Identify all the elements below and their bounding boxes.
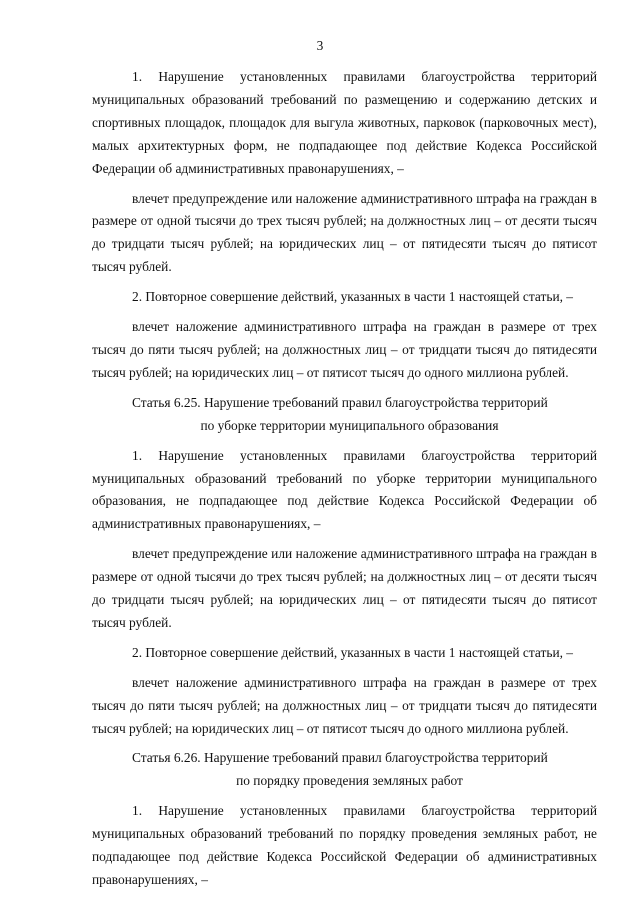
paragraph-repeat-2: 2. Повторное совершение действий, указанных в части 1 настоящей статьи, –: [132, 644, 574, 660]
paragraph-penalty-2: влечет наложение административного штрафа на граждан в размере от трех тысяч до пяти тысяч рублей; на должностных лиц – от тридцати тысяч до пятидесяти тысяч рублей; на юридических лиц – от пятисот тысяч до одного миллиона рублей.: [92, 319, 597, 380]
paragraph-penalty-1: влечет предупреждение или наложение административного штрафа на граждан в размере от одной тысячи до трех тысяч рублей; на должностных лиц – от десяти тысяч до тридцати тысяч рублей; на юридических лиц – от пятидесяти тысяч до пятисот тысяч рублей.: [92, 190, 597, 275]
paragraph-625-1: 1. Нарушение установленных правилами благоустройства территорий муниципальных образований требований по размещению и содержанию детских и спортивных площадок, площадок для выгула животных, парковок (парковочных мест), малых архитектурных форм, не подпадающее под действие Кодекса Российской Федерации об административных правонарушениях, –: [92, 69, 597, 176]
article-625-title-line1: Статья 6.25. Нарушение требований правил благоустройства территорий: [132, 394, 548, 410]
paragraph-repeat-1: 2. Повторное совершение действий, указанных в части 1 настоящей статьи, –: [132, 289, 574, 305]
page-number: 3: [316, 38, 324, 53]
article-626-title-line1: Статья 6.26. Нарушение требований правил благоустройства территорий: [132, 750, 548, 766]
paragraph-penalty-3: влечет предупреждение или наложение административного штрафа на граждан в размере от одной тысячи до трех тысяч рублей; на должностных лиц – от десяти тысяч до тридцати тысяч рублей; на юридических лиц – от пятидесяти тысяч до пятисот тысяч рублей.: [92, 546, 597, 630]
paragraph-626-part1: 1. Нарушение установленных правилами благоустройства территорий муниципальных образований требований по порядку проведения земляных работ, не подпадающее под действие Кодекса Российской Федерации об административных правонарушениях, –: [92, 803, 597, 887]
document-body: [92, 66, 597, 892]
paragraph-penalty-4: влечет наложение административного штрафа на граждан в размере от трех тысяч до пяти тысяч рублей; на должностных лиц – от тридцати тысяч до пятидесяти тысяч рублей; на юридических лиц – от пятисот тысяч до одного миллиона рублей.: [92, 674, 597, 736]
article-626-title-line2: по порядку проведения земляных работ: [236, 773, 463, 789]
article-625-title-line2: по уборке территории муниципального образования: [200, 417, 499, 433]
paragraph-625-part1: 1. Нарушение установленных правилами благоустройства территорий муниципальных образований требований по уборке территории муниципального образования, не подпадающее под действие Кодекса Российской Федерации об административных правонарушениях, –: [92, 447, 597, 532]
